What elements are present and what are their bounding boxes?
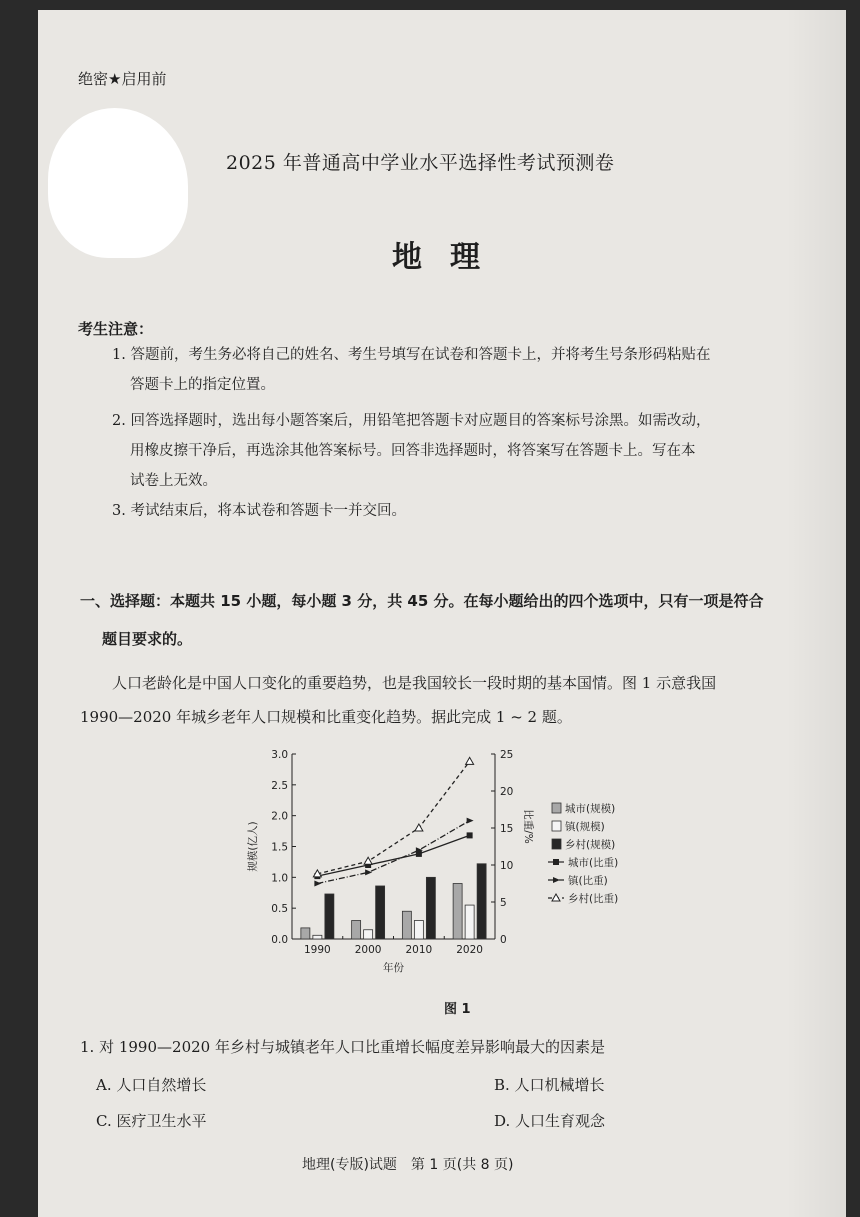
- option-c: C. 医疗卫生水平: [96, 1112, 207, 1130]
- question-stem: 1. 对 1990—2020 年乡村与城镇老年人口比重增长幅度差异影响最大的因素是: [80, 1038, 605, 1056]
- bar: [352, 921, 361, 940]
- right-tick-label: 15: [500, 823, 514, 835]
- left-tick-label: 1.5: [271, 841, 288, 854]
- legend-label: 镇(规模): [565, 821, 605, 833]
- section-heading: 一、选择题：本题共 15 小题，每小题 3 分，共 45 分。在每小题给出的四个选项中，只有一项是符合: [80, 592, 764, 610]
- left-tick-label: 2.0: [271, 810, 288, 823]
- option-d: D. 人口生育观念: [494, 1112, 606, 1130]
- bar: [313, 935, 322, 939]
- right-tick-label: 5: [500, 897, 507, 909]
- bar: [325, 894, 334, 939]
- point-marker: [415, 824, 423, 831]
- legend-marker: [553, 877, 560, 883]
- x-tick-label: 2020: [456, 944, 483, 956]
- point-marker: [314, 881, 321, 887]
- notice-item-3: 3. 考试结束后，将本试卷和答题卡一并交回。: [112, 503, 406, 519]
- left-tick-label: 0.0: [271, 934, 288, 946]
- subject-title: 地理: [392, 240, 508, 275]
- bar: [301, 928, 310, 939]
- notice-heading: 考生注意：: [78, 320, 154, 338]
- x-tick-label: 2010: [405, 944, 433, 956]
- x-axis-label: 年份: [383, 962, 404, 974]
- right-tick-label: 25: [500, 749, 514, 761]
- legend-label: 城市(规模): [565, 803, 616, 815]
- legend-label: 乡村(规模): [565, 839, 616, 851]
- notice-item-2: 2. 回答选择题时，选出每小题答案后，用铅笔把答题卡对应题目的答案标号涂黑。如需改动，: [112, 413, 711, 429]
- bar: [364, 930, 373, 939]
- bar: [453, 884, 462, 940]
- bar: [402, 911, 411, 939]
- right-tick-label: 20: [500, 786, 514, 798]
- bar: [477, 864, 486, 939]
- point-marker: [365, 869, 372, 875]
- notice-item-2-cont: 用橡皮擦干净后，再选涂其他答案标号。回答非选择题时，将答案写在答题卡上。写在本: [130, 443, 696, 459]
- bar: [414, 921, 423, 940]
- exam-title: 2025 年普通高中学业水平选择性考试预测卷: [226, 152, 615, 174]
- intro-text: 人口老龄化是中国人口变化的重要趋势，也是我国较长一段时期的基本国情。图 1 示意我国: [112, 674, 717, 692]
- notice-item-2-cont2: 试卷上无效。: [130, 473, 217, 489]
- right-tick-label: 0: [500, 934, 507, 946]
- point-marker: [467, 818, 474, 824]
- population-chart: [230, 742, 660, 1022]
- notice-item-1-cont: 答题卡上的指定位置。: [130, 377, 275, 393]
- point-marker: [467, 832, 473, 838]
- series-line: [317, 821, 469, 884]
- legend-swatch: [552, 803, 561, 813]
- right-axis-label: 比重/%: [522, 809, 534, 844]
- legend-label: 镇(比重): [568, 875, 608, 887]
- series-line: [317, 835, 469, 876]
- intro-text-cont: 1990—2020 年城乡老年人口规模和比重变化趋势。据此完成 1 ~ 2 题。: [80, 708, 572, 726]
- point-marker: [364, 857, 372, 864]
- legend-marker: [553, 859, 559, 865]
- legend-label: 乡村(比重): [568, 893, 619, 905]
- left-tick-label: 3.0: [271, 749, 288, 761]
- x-tick-label: 1990: [304, 944, 331, 956]
- section-heading-cont: 题目要求的。: [102, 630, 193, 648]
- legend-swatch: [552, 839, 561, 849]
- left-tick-label: 2.5: [271, 779, 288, 792]
- left-tick-label: 0.5: [271, 903, 288, 916]
- legend-swatch: [552, 821, 561, 831]
- point-marker: [466, 757, 474, 764]
- notice-item-1: 1. 答题前，考生务必将自己的姓名、考生号填写在试卷和答题卡上，并将考生号条形码粘贴在: [112, 347, 711, 363]
- option-b: B. 人口机械增长: [494, 1076, 605, 1094]
- left-tick-label: 1.0: [271, 872, 288, 885]
- legend-label: 城市(比重): [568, 857, 619, 869]
- secret-label: 绝密★启用前: [78, 70, 167, 88]
- x-tick-label: 2000: [354, 944, 382, 956]
- page-footer: 地理(专版)试题 第 1 页(共 8 页): [302, 1157, 514, 1173]
- right-tick-label: 10: [500, 860, 514, 872]
- left-axis-label: 规模(亿人): [247, 821, 259, 872]
- bar: [426, 877, 435, 939]
- option-a: A. 人口自然增长: [96, 1076, 207, 1094]
- bar: [376, 886, 385, 939]
- bar: [465, 905, 474, 939]
- figure-caption: 图 1: [444, 1002, 471, 1017]
- series-line: [317, 761, 469, 873]
